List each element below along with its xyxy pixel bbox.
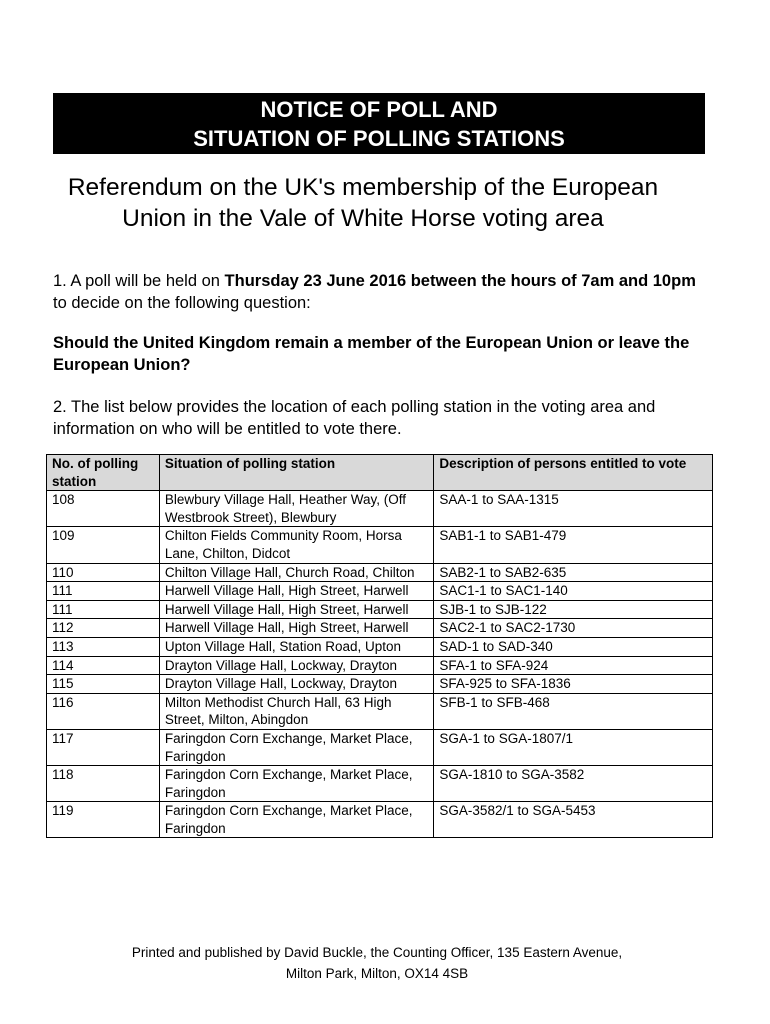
- table-row: [47, 491, 713, 527]
- footer-line-1: Printed and published by David Buckle, the Counting Officer, 135 Eastern Avenue,: [131, 945, 623, 960]
- station-number-cell: 110: [47, 563, 160, 582]
- persons-entitled-cell: SAC2-1 to SAC2-1730: [434, 619, 713, 638]
- station-number-cell: 116: [47, 693, 160, 729]
- station-situation-cell: Harwell Village Hall, High Street, Harwell: [159, 600, 434, 619]
- table-row: [47, 619, 713, 638]
- persons-entitled-cell: SGA-1810 to SGA-3582: [434, 766, 713, 802]
- table-row: [47, 802, 713, 838]
- polling-stations-table: [46, 454, 713, 838]
- header-persons-entitled: Description of persons entitled to vote: [434, 455, 713, 491]
- table-header-row: [47, 455, 713, 491]
- footer-line-2: Milton Park, Milton, OX14 4SB: [285, 966, 469, 981]
- referendum-question: Should the United Kingdom remain a member of the European Union or leave the European Union?: [53, 334, 690, 374]
- station-situation-cell: Chilton Fields Community Room, Horsa Lane, Chilton, Didcot: [159, 527, 434, 563]
- notice-banner: [53, 93, 705, 154]
- poll-paragraph-prefix: 1. A poll will be held on: [53, 272, 225, 290]
- persons-entitled-cell: SFA-1 to SFA-924: [434, 656, 713, 675]
- banner-title-line-2: SITUATION OF POLLING STATIONS: [193, 125, 565, 151]
- station-number-cell: 119: [47, 802, 160, 838]
- poll-date-paragraph: [53, 270, 713, 314]
- station-number-cell: 117: [47, 729, 160, 765]
- station-number-cell: 112: [47, 619, 160, 638]
- persons-entitled-cell: SAA-1 to SAA-1315: [434, 491, 713, 527]
- persons-entitled-cell: SAB2-1 to SAB2-635: [434, 563, 713, 582]
- persons-entitled-cell: SAC1-1 to SAC1-140: [434, 582, 713, 601]
- station-situation-cell: Faringdon Corn Exchange, Market Place, Faringdon: [159, 802, 434, 838]
- station-situation-cell: Harwell Village Hall, High Street, Harwell: [159, 619, 434, 638]
- imprint-footer: [53, 942, 701, 984]
- station-situation-cell: Upton Village Hall, Station Road, Upton: [159, 637, 434, 656]
- table-row: [47, 563, 713, 582]
- station-number-cell: 109: [47, 527, 160, 563]
- station-situation-cell: Blewbury Village Hall, Heather Way, (Off Westbrook Street), Blewbury: [159, 491, 434, 527]
- station-situation-cell: Milton Methodist Church Hall, 63 High Street, Milton, Abingdon: [159, 693, 434, 729]
- table-body: [47, 491, 713, 838]
- header-station-number: No. of polling station: [47, 455, 160, 491]
- persons-entitled-cell: SAB1-1 to SAB1-479: [434, 527, 713, 563]
- table-row: [47, 600, 713, 619]
- station-situation-cell: Chilton Village Hall, Church Road, Chilton: [159, 563, 434, 582]
- persons-entitled-cell: SJB-1 to SJB-122: [434, 600, 713, 619]
- station-number-cell: 113: [47, 637, 160, 656]
- table-row: [47, 582, 713, 601]
- table-row: [47, 656, 713, 675]
- polling-list-intro: 2. The list below provides the location of each polling station in the voting area and information on who will be entitled to vote there.: [53, 398, 656, 438]
- subtitle-line-1: Referendum on the UK's membership of the European: [67, 174, 659, 201]
- station-number-cell: 111: [47, 600, 160, 619]
- banner-title-line-1: NOTICE OF POLL AND: [260, 96, 498, 122]
- subtitle-line-2: Union in the Vale of White Horse voting area: [122, 205, 604, 232]
- persons-entitled-cell: SFA-925 to SFA-1836: [434, 675, 713, 694]
- referendum-subtitle: [53, 172, 673, 234]
- station-number-cell: 108: [47, 491, 160, 527]
- station-number-cell: 115: [47, 675, 160, 694]
- persons-entitled-cell: SGA-3582/1 to SGA-5453: [434, 802, 713, 838]
- table-row: [47, 637, 713, 656]
- poll-date-time: Thursday 23 June 2016 between the hours of 7am and 10pm: [224, 272, 696, 290]
- station-situation-cell: Faringdon Corn Exchange, Market Place, Faringdon: [159, 729, 434, 765]
- header-station-situation: Situation of polling station: [159, 455, 434, 491]
- station-situation-cell: Drayton Village Hall, Lockway, Drayton: [159, 656, 434, 675]
- station-number-cell: 111: [47, 582, 160, 601]
- poll-paragraph-suffix: to decide on the following question:: [53, 294, 311, 312]
- persons-entitled-cell: SFB-1 to SFB-468: [434, 693, 713, 729]
- station-situation-cell: Drayton Village Hall, Lockway, Drayton: [159, 675, 434, 694]
- table-row: [47, 729, 713, 765]
- station-situation-cell: Faringdon Corn Exchange, Market Place, Faringdon: [159, 766, 434, 802]
- table-row: [47, 693, 713, 729]
- station-number-cell: 114: [47, 656, 160, 675]
- table-row: [47, 766, 713, 802]
- station-number-cell: 118: [47, 766, 160, 802]
- persons-entitled-cell: SGA-1 to SGA-1807/1: [434, 729, 713, 765]
- table-row: [47, 527, 713, 563]
- persons-entitled-cell: SAD-1 to SAD-340: [434, 637, 713, 656]
- table-row: [47, 675, 713, 694]
- station-situation-cell: Harwell Village Hall, High Street, Harwell: [159, 582, 434, 601]
